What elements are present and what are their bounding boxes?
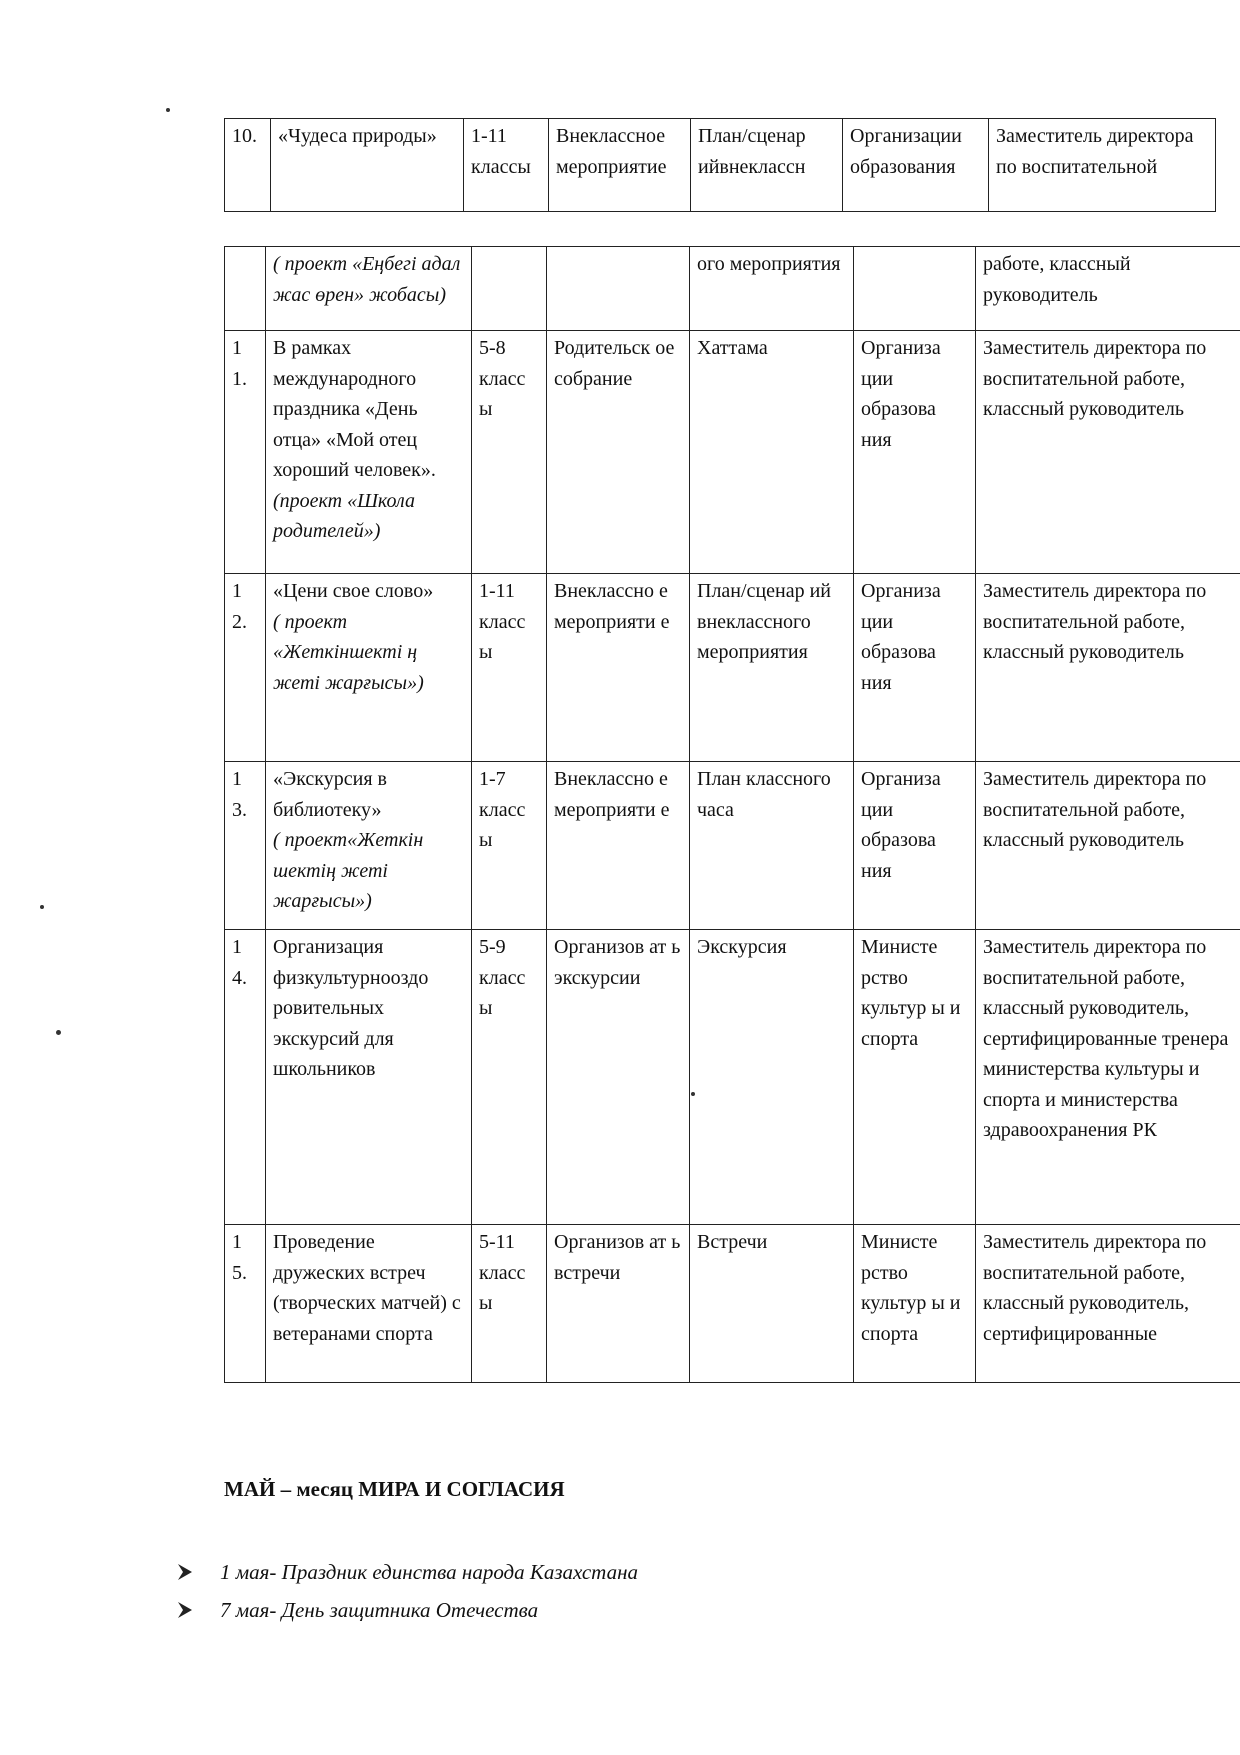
event-form: Организов ат ь экскурсии [547, 930, 690, 1225]
event-responsible: Заместитель директора по воспитательной работе, классный руководитель [976, 762, 1240, 930]
event-output: Экскурсия [690, 930, 854, 1225]
scan-speck [40, 905, 44, 909]
event-name-text: «Цени свое слово» [273, 580, 434, 602]
event-classes [472, 247, 547, 331]
section-heading: МАЙ – месяц МИРА И СОГЛАСИЯ [224, 1477, 565, 1501]
table-row [225, 762, 1240, 930]
event-output: План/сценар ийвнеклассн [691, 119, 843, 212]
project-name: ( проект «Жеткіншекті ң жеті жарғысы») [273, 610, 424, 694]
event-name-text: Организация физкультурнооздо ровительных экскурсий для школьников [273, 936, 429, 1080]
table-row [225, 247, 1240, 331]
table-row [225, 574, 1240, 762]
plan-table-main [224, 246, 1240, 1383]
event-name [266, 1225, 472, 1383]
event-output: План классного часа [690, 762, 854, 930]
holiday-list [178, 1553, 638, 1629]
event-form: Внеклассно е мероприяти е [547, 762, 690, 930]
event-form [547, 247, 690, 331]
event-output: Встречи [690, 1225, 854, 1383]
holiday-text: 1 мая- Праздник единства народа Казахстана [220, 1559, 639, 1584]
event-name-text: В рамках международного праздника «День отца» «Мой отец хороший человек». [273, 337, 436, 481]
event-output: ого мероприятия [690, 247, 854, 331]
event-classes: 1-11 класс ы [472, 574, 547, 762]
row-number: 1 2. [225, 574, 266, 762]
list-item [178, 1553, 638, 1591]
event-name [266, 930, 472, 1225]
plan-table-top [224, 118, 1216, 212]
event-name-text: «Экскурсия в библиотеку» [273, 768, 387, 821]
event-name [266, 331, 472, 574]
holiday-text: 7 мая- День защитника Отечества [220, 1597, 539, 1622]
event-form: Внеклассно е мероприяти е [547, 574, 690, 762]
project-name: ( проект«Жеткін шектің жеті жарғысы») [273, 829, 424, 912]
event-name [266, 574, 472, 762]
project-name: ( проект «Еңбегі адал жас өрен» жобасы) [273, 253, 461, 306]
event-classes: 5-11 класс ы [472, 1225, 547, 1383]
arrowhead-bullet-icon [178, 1564, 192, 1580]
event-classes: 5-8 класс ы [472, 331, 547, 574]
event-place: Министе рство культур ы и спорта [854, 930, 976, 1225]
event-output: Хаттама [690, 331, 854, 574]
project-name: (проект «Школа родителей») [273, 489, 415, 542]
list-item [178, 1591, 638, 1629]
row-number [225, 247, 266, 331]
event-form: Внеклассное мероприятие [549, 119, 691, 212]
event-place [854, 247, 976, 331]
event-name: «Чудеса природы» [271, 119, 464, 212]
event-form: Родительск ое собрание [547, 331, 690, 574]
event-name-text: Проведение дружеских встреч (творческих матчей) с ветеранами спорта [273, 1231, 461, 1345]
arrowhead-bullet-icon [178, 1602, 192, 1618]
event-responsible: работе, классный руководитель [976, 247, 1240, 331]
event-responsible: Заместитель директора по воспитательной работе, классный руководитель, сертифицированные тренера министерства культуры и спорта и министерства здравоохранения РК [976, 930, 1240, 1225]
event-responsible: Заместитель директора по воспитательной работе, классный руководитель [976, 331, 1240, 574]
table-row [225, 119, 1216, 212]
event-name [266, 247, 472, 331]
event-responsible: Заместитель директора по воспитательной работе, классный руководитель, сертифицированные [976, 1225, 1240, 1383]
event-output: План/сценар ий внеклассного мероприятия [690, 574, 854, 762]
scan-speck [56, 1030, 61, 1035]
event-classes: 5-9 класс ы [472, 930, 547, 1225]
event-responsible: Заместитель директора по воспитательной [989, 119, 1216, 212]
row-number: 1 4. [225, 930, 266, 1225]
event-place: Организа ции образова ния [854, 762, 976, 930]
row-number: 1 1. [225, 331, 266, 574]
table-row [225, 930, 1240, 1225]
event-classes: 1-7 класс ы [472, 762, 547, 930]
event-place: Организа ции образова ния [854, 574, 976, 762]
event-name [266, 762, 472, 930]
event-classes: 1-11 классы [464, 119, 549, 212]
event-responsible: Заместитель директора по воспитательной работе, классный руководитель [976, 574, 1240, 762]
event-place: Организа ции образова ния [854, 331, 976, 574]
scan-speck [166, 108, 170, 112]
table-row [225, 331, 1240, 574]
table-row [225, 1225, 1240, 1383]
event-place: Организации образования [843, 119, 989, 212]
event-place: Министе рство культур ы и спорта [854, 1225, 976, 1383]
event-form: Организов ат ь встречи [547, 1225, 690, 1383]
row-number: 10. [225, 119, 271, 212]
row-number: 1 5. [225, 1225, 266, 1383]
scan-speck [691, 1092, 695, 1096]
row-number: 1 3. [225, 762, 266, 930]
